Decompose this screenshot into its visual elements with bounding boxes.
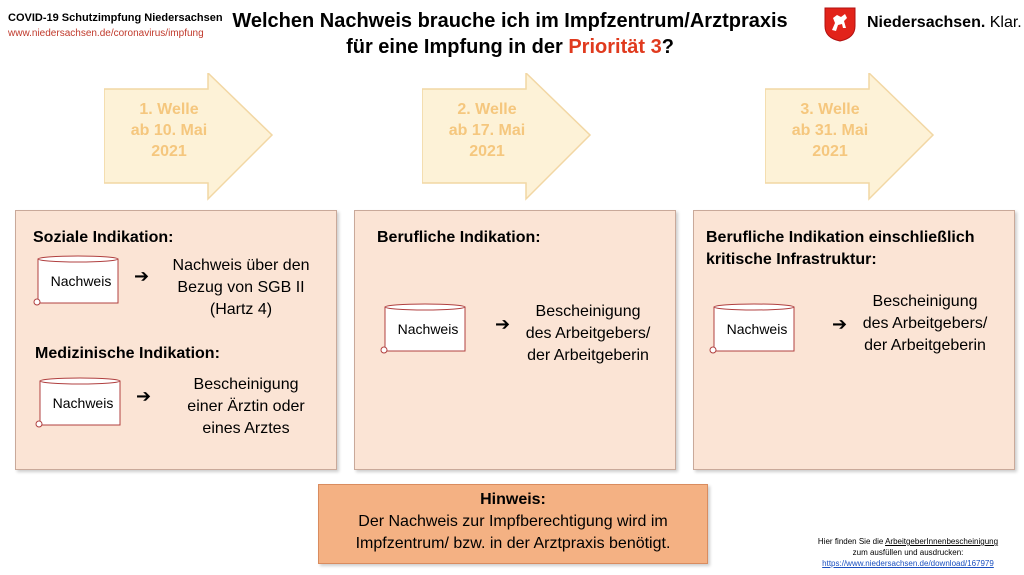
wave-1-arrow <box>104 73 274 203</box>
priority-highlight: Priorität 3 <box>568 36 662 58</box>
download-url-link[interactable]: https://www.niedersachsen.de/download/167979 <box>822 559 994 568</box>
brand-logo <box>823 6 1023 42</box>
brand-slogan: Klar. <box>989 14 1022 31</box>
desc-line: Nachweis über den <box>172 257 310 274</box>
nachweis-label: Nachweis <box>50 273 112 289</box>
desc-line: Bezug von SGB II <box>177 279 305 296</box>
desc-line: eines Arztes <box>202 420 290 437</box>
heading-line: Berufliche Indikation einschließlich <box>706 229 975 246</box>
desc-line: des Arbeitgebers/ <box>862 315 988 332</box>
wave-date: ab 17. Mai <box>448 122 526 139</box>
horse-crest-icon <box>823 6 857 42</box>
org-name: COVID-19 Schutzimpfung Niedersachsen <box>8 12 223 24</box>
desc-line: Bescheinigung <box>193 376 299 393</box>
card-heading <box>706 227 975 271</box>
hint-title: Hinweis: <box>480 491 546 508</box>
desc-line: (Hartz 4) <box>209 301 273 318</box>
wave-date: ab 31. Mai <box>791 122 869 139</box>
wave-year: 2021 <box>812 143 848 160</box>
nachweis-label: Nachweis <box>397 321 459 337</box>
desc-line: Bescheinigung <box>535 303 641 320</box>
hint-box <box>318 484 708 564</box>
desc-line: der Arbeitgeberin <box>527 347 649 364</box>
nachweis-label: Nachweis <box>726 321 788 337</box>
title-line-1: Welchen Nachweis brauche ich im Impfzentrum/Arztpraxis <box>232 10 788 32</box>
wave-date: ab 10. Mai <box>130 122 208 139</box>
brand-name <box>867 14 1022 32</box>
card-social-medical <box>15 210 337 470</box>
desc-line: Bescheinigung <box>872 293 978 310</box>
download-note <box>800 536 1016 569</box>
arrow-right-icon: ➔ <box>136 386 152 406</box>
arrow-right-icon: ➔ <box>134 266 150 286</box>
nachweis-document <box>32 255 122 307</box>
wave-2-arrow <box>422 73 592 203</box>
proof-description <box>166 374 326 440</box>
nachweis-label: Nachweis <box>52 395 114 411</box>
title-line-2-post: ? <box>661 36 674 58</box>
download-note-line-2: zum ausfüllen und ausdrucken: <box>852 548 964 557</box>
download-note-pre: Hier finden Sie die <box>817 537 886 546</box>
card-heading: Berufliche Indikation: <box>377 229 541 246</box>
card-heading: Soziale Indikation: <box>33 229 174 246</box>
hint-line-2: Impfzentrum/ bzw. in der Arztpraxis benötigt. <box>355 535 671 552</box>
nachweis-document <box>708 303 798 355</box>
hint-line-1: Der Nachweis zur Impfberechtigung wird im <box>358 513 668 530</box>
desc-line: einer Ärztin oder <box>187 398 305 415</box>
employer-certificate-link[interactable]: ArbeitgeberInnenbescheinigung <box>885 537 999 546</box>
proof-description <box>156 255 326 321</box>
brand-name-text: Niedersachsen. <box>867 14 986 31</box>
wave-3-arrow <box>765 73 935 203</box>
website-link[interactable]: www.niedersachsen.de/coronavirus/impfung <box>8 28 204 39</box>
page-title <box>190 8 830 60</box>
card-professional <box>354 210 676 470</box>
wave-label: 2. Welle <box>457 101 517 118</box>
proof-description <box>850 291 1000 357</box>
title-line-2-pre: für eine Impfung in der <box>346 36 569 58</box>
desc-line: der Arbeitgeberin <box>864 337 986 354</box>
wave-year: 2021 <box>151 143 187 160</box>
nachweis-document <box>34 377 124 429</box>
card-critical-infrastructure <box>693 210 1015 470</box>
card-heading-medical: Medizinische Indikation: <box>35 345 220 362</box>
nachweis-document <box>379 303 469 355</box>
heading-line: kritische Infrastruktur: <box>706 251 877 268</box>
proof-description <box>513 301 663 367</box>
wave-year: 2021 <box>469 143 505 160</box>
download-note-line-1 <box>800 536 1016 547</box>
wave-label: 3. Welle <box>800 101 860 118</box>
title-line-2 <box>190 34 830 60</box>
arrow-right-icon: ➔ <box>495 314 511 334</box>
wave-label: 1. Welle <box>139 101 199 118</box>
desc-line: des Arbeitgebers/ <box>525 325 651 342</box>
arrow-right-icon: ➔ <box>832 314 848 334</box>
